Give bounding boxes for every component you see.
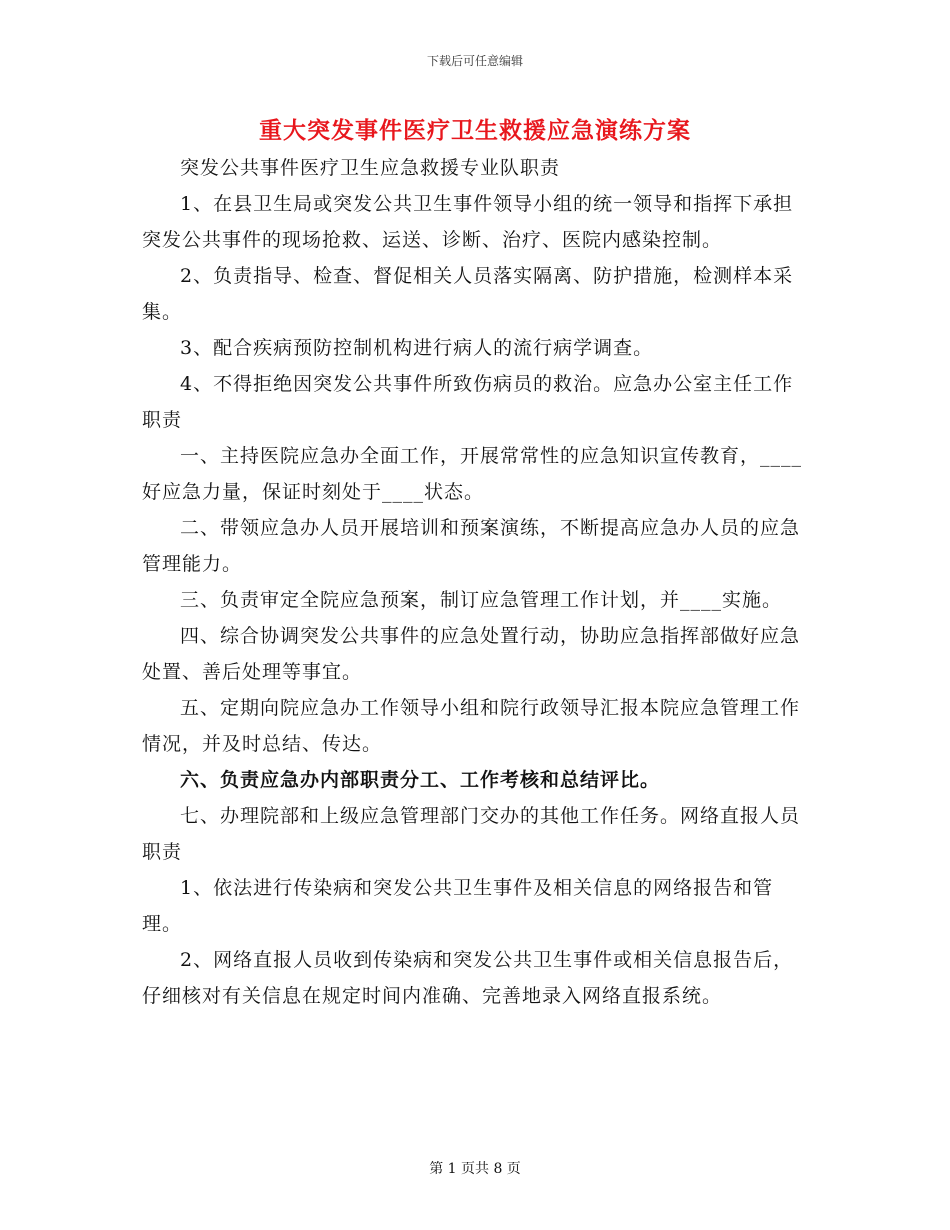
paragraph-director-duty-1: 一、主持医院应急办全面工作，开展常常性的应急知识宣传教育，____好应急力量，保证时刻处于____状态。 <box>142 445 803 503</box>
paragraph-director-duty-6: 六、负责应急办内部职责分工、工作考核和总结评比。 <box>180 769 661 791</box>
paragraph-director-duty-2: 二、带领应急办人员开展培训和预案演练，不断提高应急办人员的应急管理能力。 <box>142 517 801 575</box>
page-header-note: 下载后可任意编辑 <box>426 54 523 68</box>
paragraph-team-duty-2: 2、负责指导、检查、督促相关人员落实隔离、防护措施，检测样本采集。 <box>142 265 794 323</box>
document-title: 重大突发事件医疗卫生救援应急演练方案 <box>259 117 691 144</box>
page-number: 第 1 页共 8 页 <box>429 1161 521 1177</box>
paragraph-director-duty-5: 五、定期向院应急办工作领导小组和院行政领导汇报本院应急管理工作情况，并及时总结、传达。 <box>142 697 801 755</box>
paragraph-director-duty-4: 四、综合协调突发公共事件的应急处置行动，协助应急指挥部做好应急处置、善后处理等事宜。 <box>142 625 801 683</box>
paragraph-team-duty-3: 3、配合疾病预防控制机构进行病人的流行病学调查。 <box>180 337 654 359</box>
paragraph-director-duty-3: 三、负责审定全院应急预案，制订应急管理工作计划，并____实施。 <box>180 589 783 611</box>
document-body <box>142 150 810 1014</box>
paragraph-team-duties-heading: 突发公共事件医疗卫生应急救援专业队职责 <box>180 157 561 179</box>
paragraph-team-duty-1: 1、在县卫生局或突发公共卫生事件领导小组的统一领导和指挥下承担突发公共事件的现场抢救、运送、诊断、治疗、医院内感染控制。 <box>142 193 794 251</box>
paragraph-reporter-duty-2: 2、网络直报人员收到传染病和突发公共卫生事件或相关信息报告后，仔细核对有关信息在规定时间内准确、完善地录入网络直报系统。 <box>142 949 794 1007</box>
paragraph-team-duty-4: 4、不得拒绝因突发公共事件所致伤病员的救治。应急办公室主任工作职责 <box>142 373 794 431</box>
paragraph-director-duty-7: 七、办理院部和上级应急管理部门交办的其他工作任务。网络直报人员职责 <box>142 805 801 863</box>
paragraph-reporter-duty-1: 1、依法进行传染病和突发公共卫生事件及相关信息的网络报告和管理。 <box>142 877 774 935</box>
